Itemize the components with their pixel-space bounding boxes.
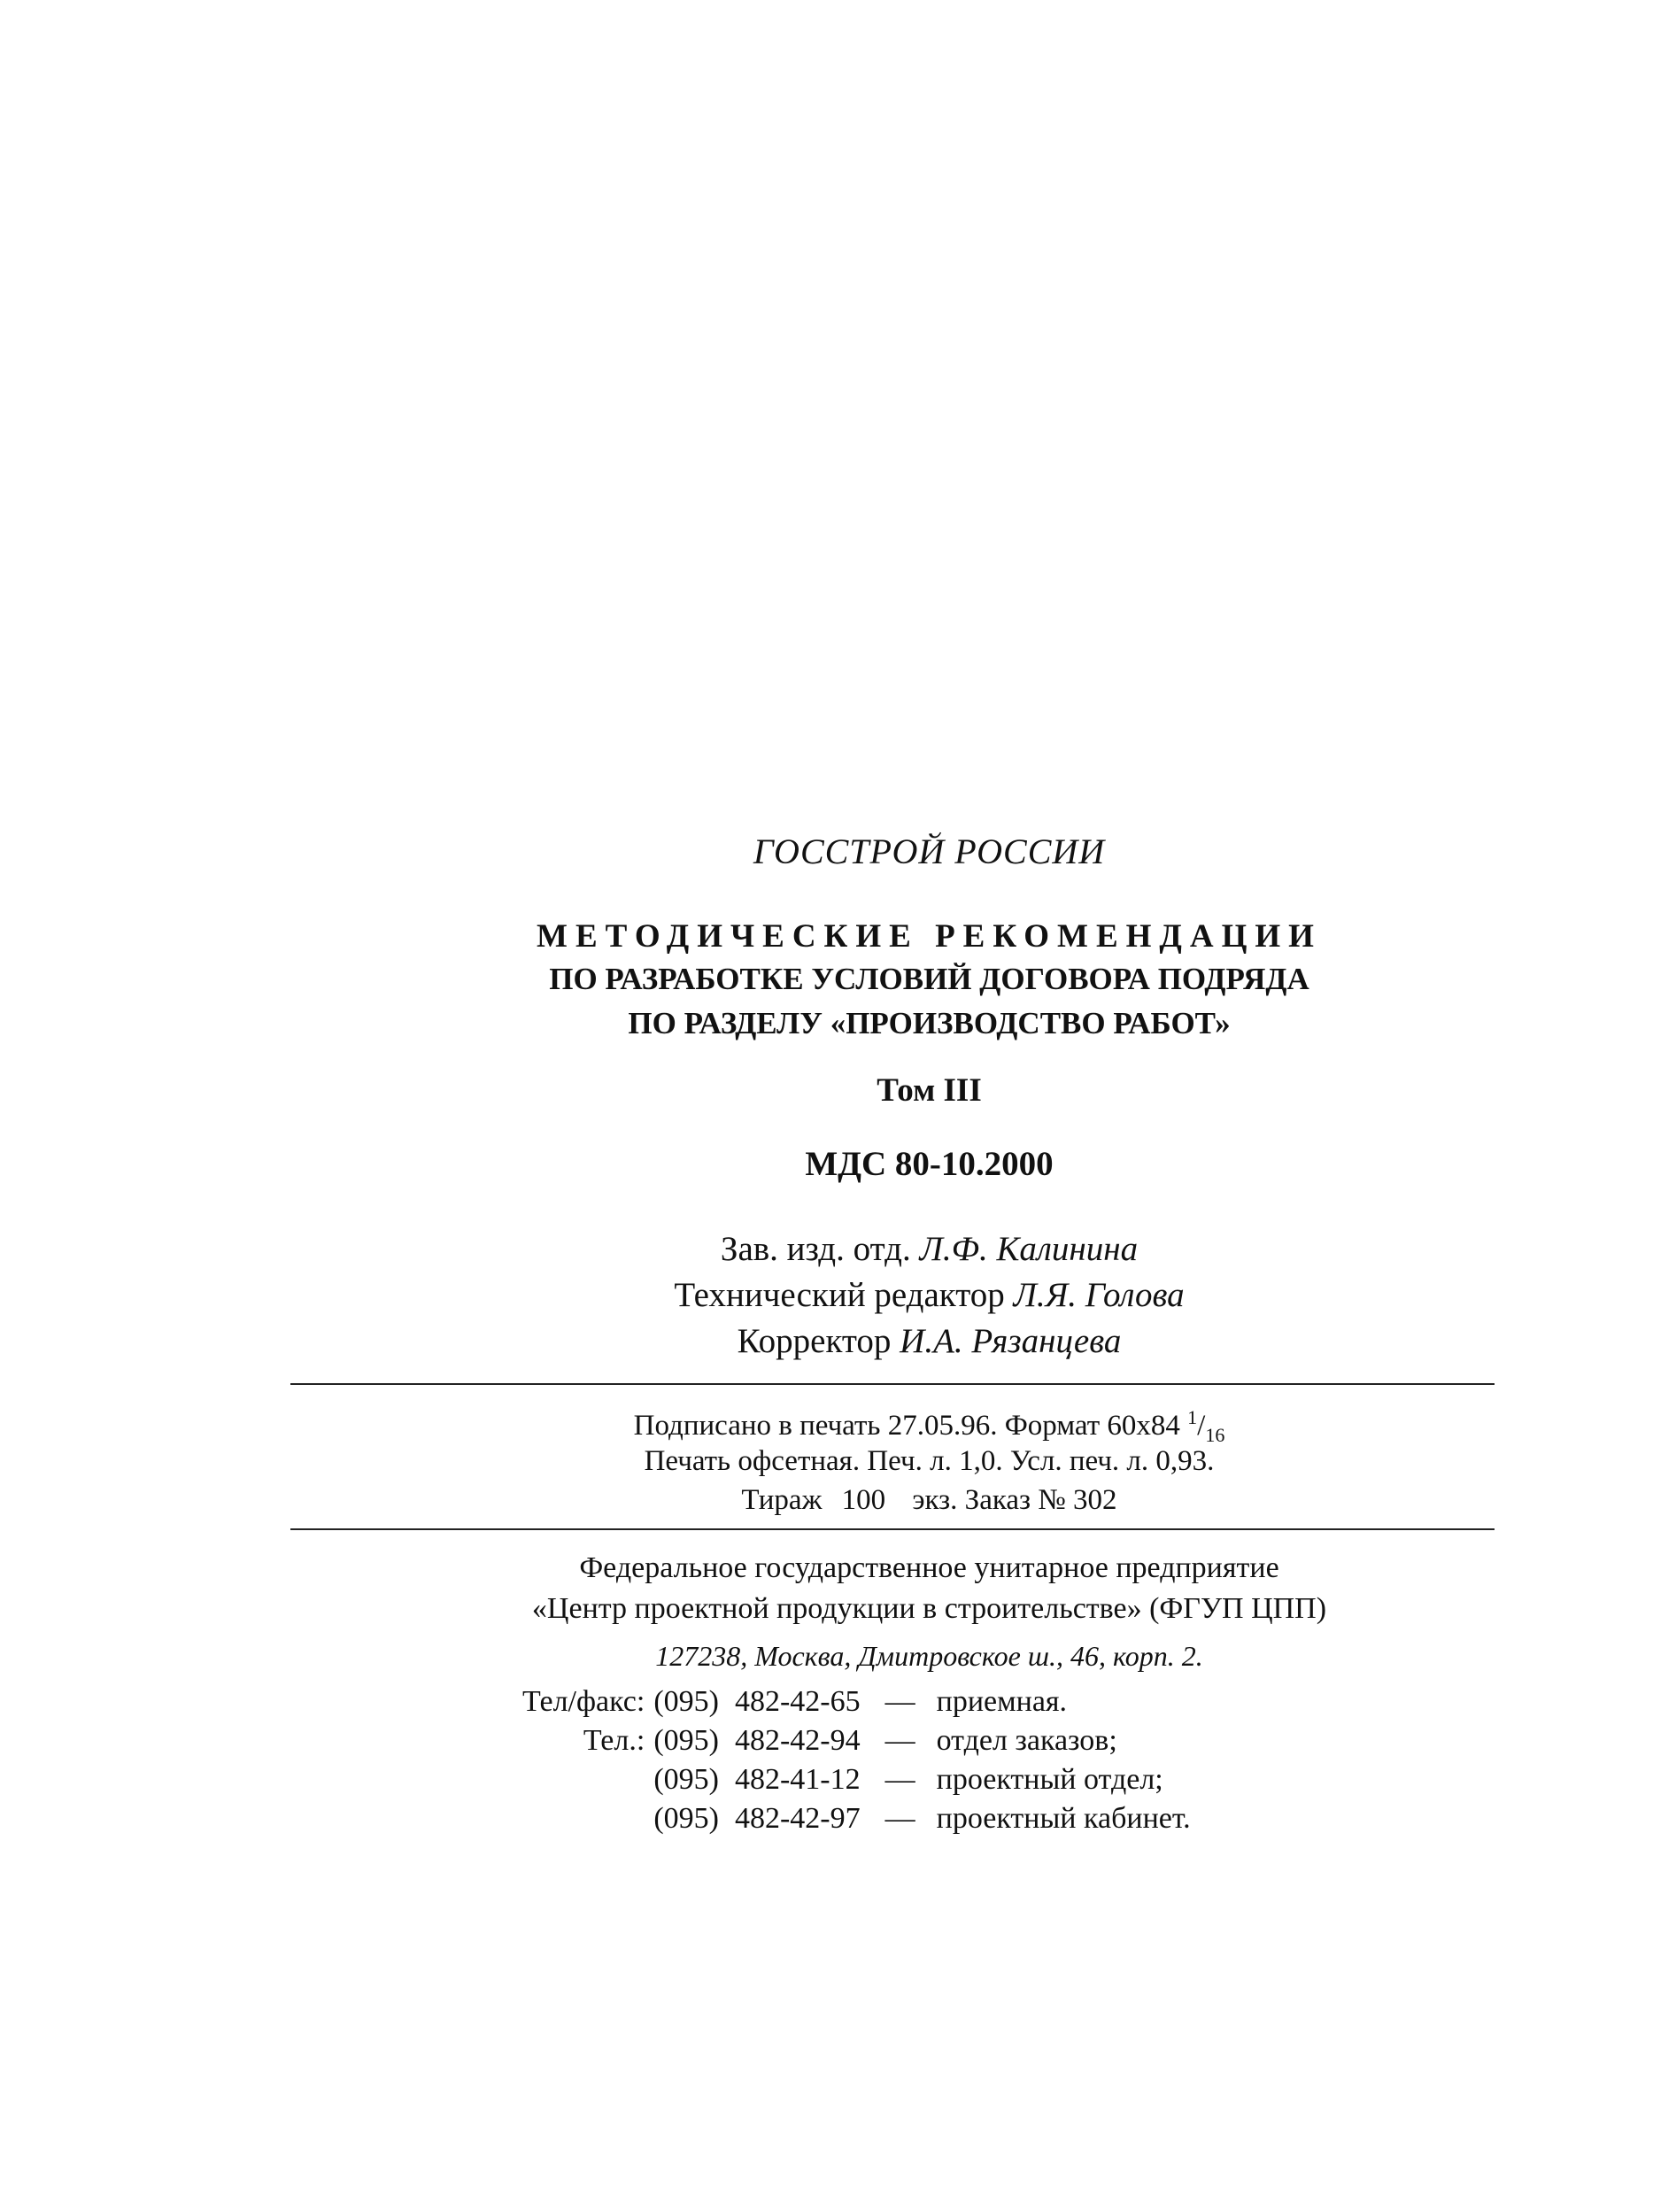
contact-department: проектный кабинет. — [936, 1802, 1191, 1835]
title-line-2: ПО РАЗРАБОТКЕ УСЛОВИЙ ДОГОВОРА ПОДРЯДА — [549, 962, 1309, 996]
title-line-3: ПО РАЗДЕЛУ «ПРОИЗВОДСТВО РАБОТ» — [628, 1006, 1231, 1040]
contact-label — [522, 1799, 653, 1838]
volume-number: Том III — [877, 1072, 982, 1109]
credit-line — [103, 1229, 1653, 1269]
print-signed-text: Подписано в печать 27.05.96. Формат 60x84 — [633, 1410, 1180, 1442]
contact-number: 482-41-12 — [734, 1763, 861, 1796]
contact-label: Тел/факс: — [522, 1685, 645, 1718]
contact-dash: — — [884, 1724, 915, 1757]
contact-number: 482-42-65 — [734, 1685, 861, 1718]
circulation-line — [103, 1484, 1653, 1517]
print-method-line: Печать офсетная. Печ. л. 1,0. Усл. печ. л. 0,93. — [644, 1445, 1215, 1477]
credit-person: И.А. Рязанцева — [900, 1322, 1122, 1360]
publisher-address: 127238, Москва, Дмитровское ш., 46, корп. 2. — [655, 1640, 1203, 1672]
document-code: МДС 80-10.2000 — [805, 1145, 1054, 1183]
contact-department: приемная. — [936, 1685, 1068, 1718]
contacts-table — [522, 1682, 1191, 1838]
title-line-1: МЕТОДИЧЕСКИЕ РЕКОМЕНДАЦИИ — [537, 918, 1322, 955]
credit-line — [103, 1321, 1653, 1361]
contact-dash: — — [884, 1802, 915, 1835]
credit-person: Л.Я. Голова — [1013, 1276, 1185, 1314]
contact-row — [522, 1721, 1191, 1760]
order-text: экз. Заказ № 302 — [912, 1484, 1117, 1516]
circulation-value: 100 — [841, 1484, 886, 1516]
credit-role: Технический редактор — [674, 1276, 1005, 1314]
contact-area-code: (095) — [653, 1802, 719, 1835]
credit-role: Зав. изд. отд. — [720, 1230, 911, 1268]
credit-role: Корректор — [737, 1322, 892, 1360]
contact-dash: — — [884, 1685, 915, 1718]
contact-row — [522, 1799, 1191, 1838]
format-numerator: 1 — [1187, 1406, 1198, 1428]
credit-line — [103, 1275, 1653, 1315]
contact-department: проектный отдел; — [936, 1763, 1163, 1796]
divider-top — [290, 1383, 1495, 1385]
divider-bottom — [290, 1528, 1495, 1530]
contact-area-code: (095) — [653, 1724, 719, 1757]
contact-number: 482-42-94 — [734, 1724, 861, 1757]
print-signed-line — [103, 1406, 1653, 1447]
contact-area-code: (095) — [653, 1685, 719, 1718]
contact-area-code: (095) — [653, 1763, 719, 1796]
contact-row — [522, 1760, 1191, 1799]
contact-label: Тел.: — [583, 1724, 645, 1757]
contact-label — [522, 1760, 653, 1799]
publisher-line-1: Федеральное государственное унитарное предприятие — [579, 1551, 1279, 1584]
format-denominator: 16 — [1205, 1424, 1225, 1446]
credit-person: Л.Ф. Калинина — [919, 1230, 1139, 1268]
agency-heading: ГОССТРОЙ РОССИИ — [753, 831, 1106, 871]
format-fraction: $^1/_{16}$ — [1187, 1406, 1225, 1446]
contact-dash: — — [884, 1763, 915, 1796]
contact-department: отдел заказов; — [936, 1724, 1117, 1757]
contact-row — [522, 1682, 1191, 1721]
publisher-line-2: «Центр проектной продукции в строительстве» (ФГУП ЦПП) — [531, 1592, 1327, 1625]
contact-number: 482-42-97 — [734, 1802, 861, 1835]
circulation-label: Тираж — [741, 1484, 823, 1516]
